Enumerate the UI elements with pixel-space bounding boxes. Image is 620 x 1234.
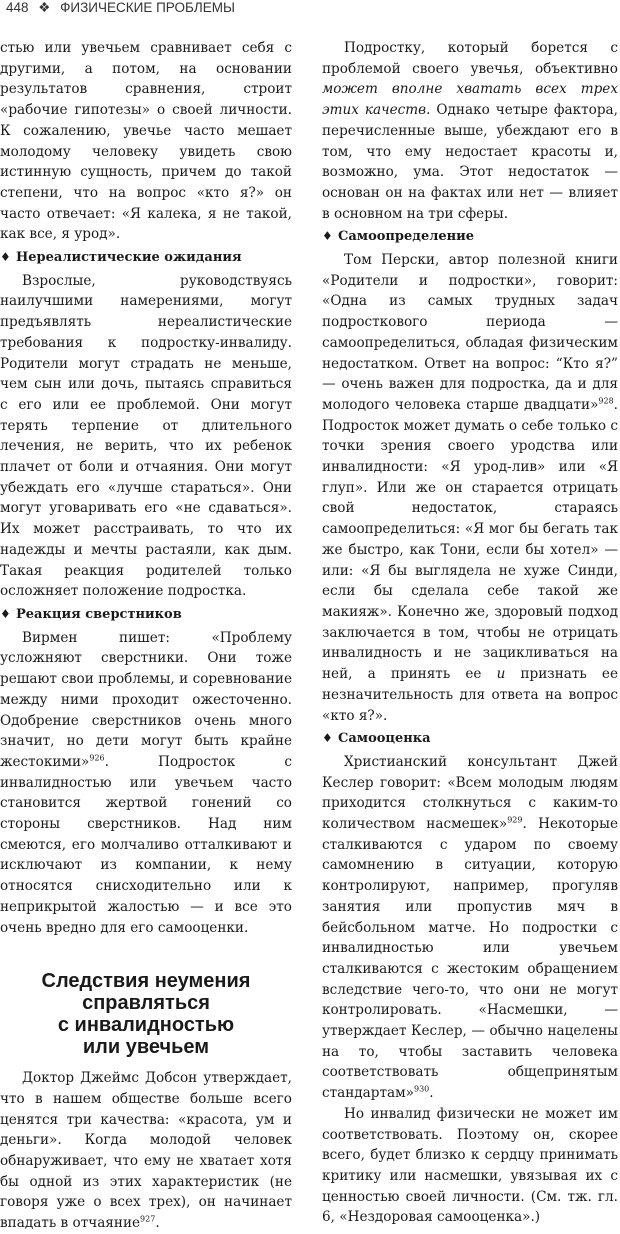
- text-run: Христианский консультант Джей Кеслер говорит: «Всем молодым людям приходится столкнуться с каким-то количеством насмешек»: [322, 753, 618, 833]
- diamond-bullet-icon: ♦: [322, 731, 333, 746]
- text-run: Доктор Джеймс Добсон утверждает, что в нашем обществе больше всего ценятся три качества: «красота, ум и деньги». Когда молодой человек обнаруживает, что ему не хватает хотя бы одной из этих характеристик (не говоря уже о всех трех), он начинает впадать в отчаяние: [0, 1070, 292, 1232]
- running-header: [6, 0, 235, 16]
- text-run: признать ее незначительность для ответа на вопрос «кто я?».: [322, 666, 618, 724]
- text-run: Том Перски, автор полезной книги «Родители и подростки», говорит: «Одна из самых трудных задач подросткового периода — самоопределиться, обладая физическим недостатком. Ответ на вопрос: “Кто я?” — очень важен для подростка, да и для молодого человека старше двадцати»: [322, 252, 618, 413]
- text-run: Подростку, который борется с проблемой своего увечья, объективно: [322, 40, 618, 77]
- subheading: [0, 604, 292, 626]
- footnote-ref: 926: [89, 753, 105, 763]
- text-run: Вирмен пишет: «Проблему усложняют сверстники. Они тоже решают свои проблемы, и соревнование между ними проходит ожесточенно. Одобрение сверстников очень много значит, но дети могут быть крайне жестокими»: [0, 629, 292, 770]
- text-run: . Подросток может думать о себе только с точки зрения своего уродства или инвалидности: «Я урод-лив» или «Я глуп». Или же он старается отрицать свой недостаток, стараясь самоопределиться: «Я мог бы бегать так же быстро, как Тони, если бы хотел» — или: «Я бы выглядела не хуже Синди, если бы сделала себе такой же макияж». Конечно же, здоровый подход заключается в том, чтобы не отрицать инвалидность и не зацикливаться на ней, а принять ее: [322, 396, 618, 683]
- diamond-bullet-icon: ♦: [0, 250, 11, 265]
- left-column: [0, 38, 292, 1234]
- footnote-ref: 930: [414, 1084, 430, 1094]
- chapter-heading-line: Следствия неумения: [41, 970, 251, 993]
- subheading: [322, 226, 618, 248]
- paragraph: Взрослые, руководствуясь наилучшими намерениями, могут предъявлять нереалистические требования к подростку-инвалиду. Родители могут страдать не меньше, чем сын или дочь, пытаясь справиться с его или ее проблемой. Они могут терять терпение от длительного лечения, не верить, что их ребенок плачет от боли и отчаяния. Они могут убеждать его «лучше стараться». Они могут уговаривать его «не сдаваться». Их может расстраивать, то что их надежды и мечты растаяли, как дым. Такая реакция родителей только осложняет положение подростка.: [0, 272, 292, 600]
- right-column: [322, 38, 618, 1228]
- subheading-text: Самоопределение: [338, 229, 475, 245]
- text-run: . Некоторые сталкиваются с ударом по своему самомнению в ситуации, которую контролируют, например, прогуляв занятия или пропустив мяч в бейсбольном матче. Но подростки с инвалидностью или увечьем сталкиваются с жестоким обращением вследствие чего-то, что они не могут контролировать. «Насмешки, — утверждает Кеслер, — обычно нацелены на то, чтобы заставить человека соответствовать общепринятым стандартам»: [322, 816, 618, 1102]
- page-number: 448: [6, 0, 29, 15]
- chapter-heading-line: справляться: [82, 992, 210, 1015]
- subheading: [322, 728, 618, 750]
- paragraph: [322, 38, 618, 224]
- section-title: ФИЗИЧЕСКИЕ ПРОБЛЕМЫ: [60, 0, 235, 15]
- text-run: . Подросток с инвалидностью или увечьем часто становится жертвой гонений со стороны сверстников. Над ним смеются, его молчаливо отталкивают и исключают из компании, к нему относятся снисходительно или к неприкрытой жалостью — и все это очень вредно для его самооценки.: [0, 753, 292, 936]
- subheading-text: Самооценка: [338, 731, 431, 747]
- diamond-bullet-icon: ♦: [322, 229, 333, 244]
- paragraph: Но инвалид физически не может им соответствовать. Поэтому он, скорее всего, будет близко к сердцу принимать критику или насмешки, увязывая их с ценностью своей личности. (См. тж. гл. 6, «Нездоровая самооценка».): [322, 1105, 618, 1226]
- subheading-text: Нереалистические ожидания: [16, 250, 242, 266]
- emphasis: и: [496, 666, 506, 683]
- text-run: . Однако четыре фактора, перечисленные выше, убеждают его в том, что ему недостает красоты и, возможно, ума. Этот недостаток — основан он на фактах или нет — влияет в основном на три сферы.: [322, 102, 618, 222]
- paragraph: [322, 250, 618, 726]
- diamond-bullet-icon: ♦: [0, 606, 11, 621]
- text-run: .: [155, 1215, 160, 1232]
- emphasis: может вполне хватать всех трех этих качеств: [322, 81, 618, 119]
- subheading-text: Реакция сверстников: [16, 606, 182, 622]
- subheading: [0, 247, 292, 269]
- paragraph: [322, 752, 618, 1104]
- chapter-heading-line: с инвалидностью: [57, 1014, 235, 1037]
- diamond-icon: ❖: [38, 0, 51, 15]
- paragraph: [0, 1068, 292, 1234]
- footnote-ref: 927: [140, 1214, 156, 1224]
- footnote-ref: 929: [507, 815, 523, 825]
- text-run: .: [429, 1085, 434, 1102]
- footnote-ref: 928: [598, 396, 614, 406]
- paragraph: [0, 628, 292, 939]
- chapter-heading-line: или увечьем: [82, 1036, 210, 1059]
- paragraph: стью или увечьем сравнивает себя с другими, а потом, на основании результатов сравнения, строит «рабочие гипотезы» о своей личности. К сожалению, увечье часто мешает молодому человеку увидеть свою истинную сущность, причем до такой степени, что на вопрос «кто я?» он часто отвечает: «Я калека, я не такой, как все, я урод».: [0, 40, 292, 243]
- chapter-heading: [0, 970, 292, 1058]
